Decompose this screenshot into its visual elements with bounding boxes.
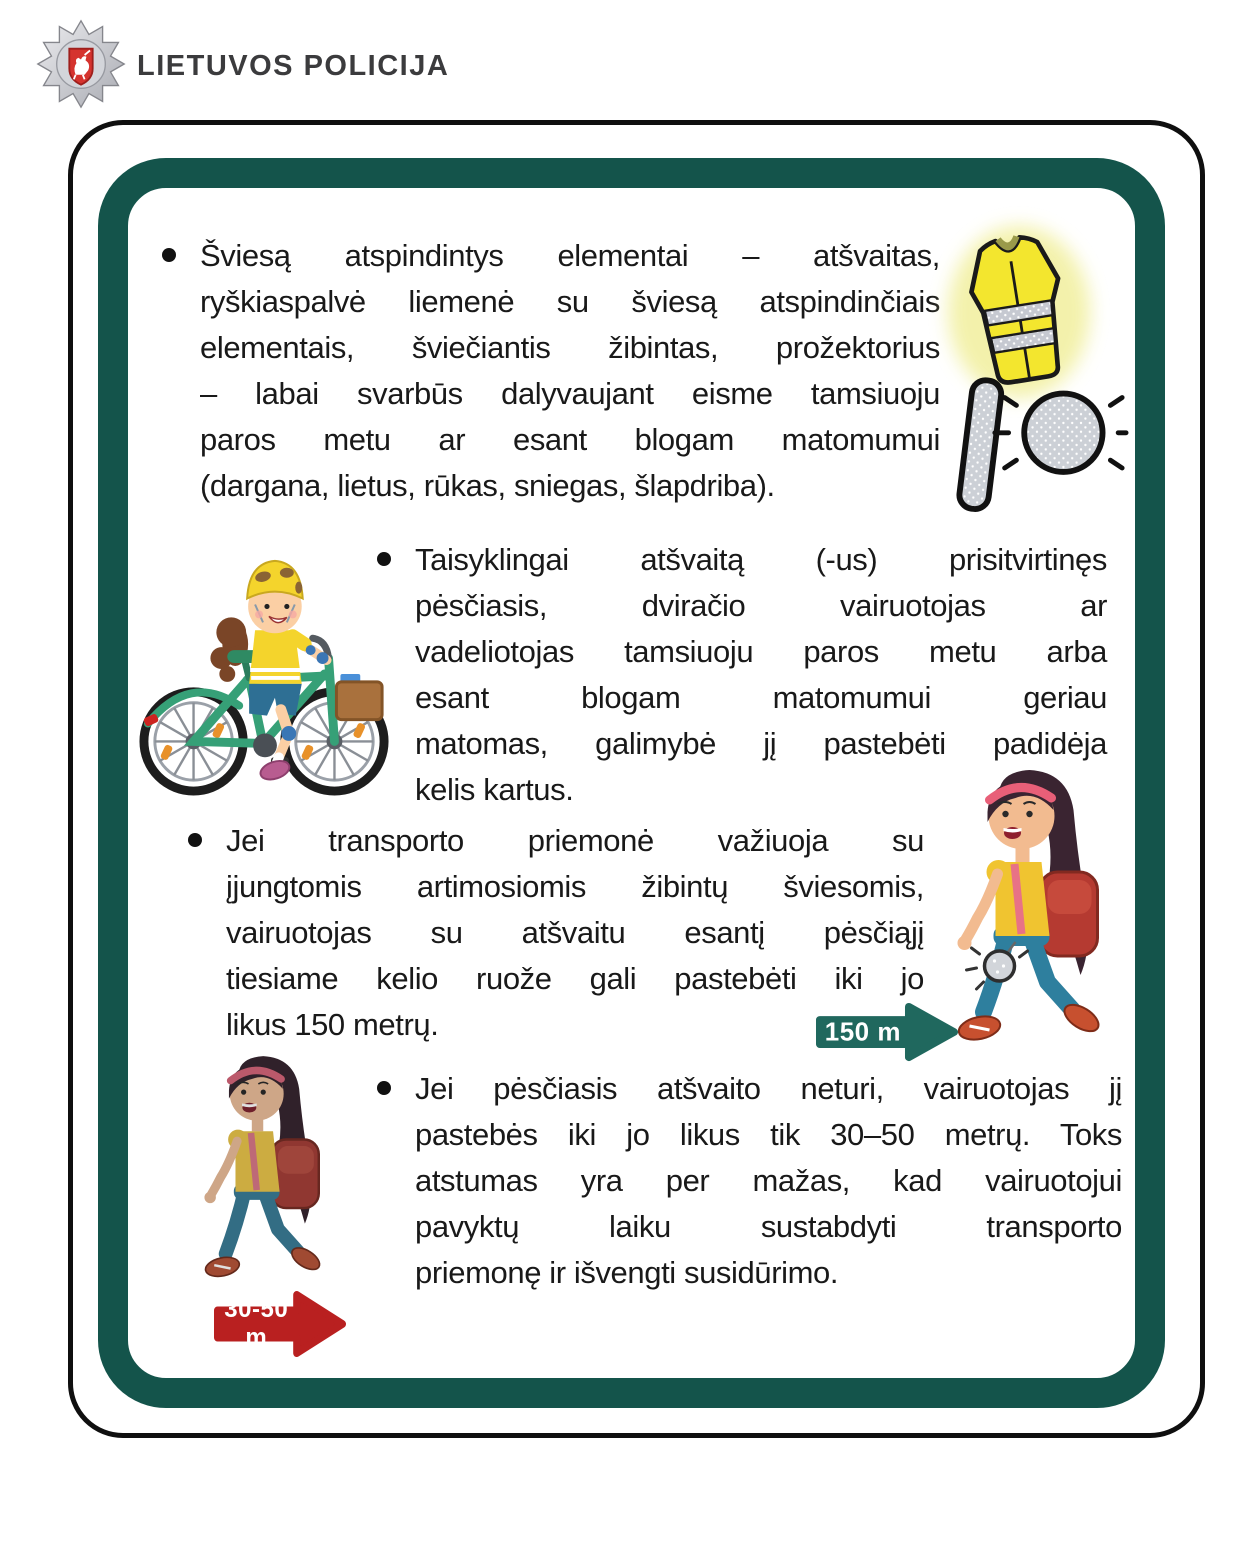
text-line: vadeliotojas tamsiuoju paros metu arba xyxy=(415,634,1107,669)
text-line: Taisyklingai atšvaitą (-us) prisitvirtinęs xyxy=(415,542,1107,577)
text-line: Jei transporto priemonė važiuoja su xyxy=(226,823,924,858)
reflector-strip-icon xyxy=(958,379,1003,511)
paragraph-text xyxy=(415,1066,1122,1296)
text-line: ryškiaspalvė liemenė su šviesą atspindinčiais xyxy=(200,284,940,319)
paragraph-no-reflector xyxy=(377,1066,1122,1296)
police-badge-icon xyxy=(36,16,126,112)
text-line: atstumas yra per mažas, kad vairuotojui xyxy=(415,1163,1122,1198)
bullet-point xyxy=(162,248,176,262)
text-line: likus 150 metrų. xyxy=(226,1007,439,1042)
distance-label-30-50m: 30-50 m xyxy=(224,1296,289,1351)
text-line: – labai svarbūs dalyvaujant eisme tamsiuoju xyxy=(200,376,940,411)
paragraph-reflective-elements xyxy=(162,233,940,509)
text-line: pėsčiasis, dviračio vairuotojas ar xyxy=(415,588,1107,623)
text-line: paros metu ar esant blogam matomumui xyxy=(200,422,940,457)
text-line: kelis kartus. xyxy=(415,772,574,807)
bullet-point xyxy=(377,1081,391,1095)
text-line: esant blogam matomumui geriau xyxy=(415,680,1107,715)
reflector-strip-and-disc-icon xyxy=(942,372,1128,519)
text-line: (dargana, lietus, rūkas, sniegas, šlapdriba). xyxy=(200,468,775,503)
distance-arrow-30-50m xyxy=(214,1290,346,1358)
distance-label-150m: 150 m xyxy=(824,1016,901,1047)
text-line: Jei pėsčiasis atšvaito neturi, vairuotojas jį xyxy=(415,1071,1122,1106)
text-line: tiesiame kelio ruože gali pastebėti iki jo xyxy=(226,961,924,996)
paragraph-150m-visibility xyxy=(188,818,924,1048)
round-reflector-icon xyxy=(1024,394,1102,472)
text-line: pavyktų laiku sustabdyti transporto xyxy=(415,1209,1122,1244)
text-line: pastebės iki jo likus tik 30–50 metrų. Toks xyxy=(415,1117,1122,1152)
text-line: matomas, galimybė jį pastebėti padidėja xyxy=(415,726,1107,761)
pedestrian-without-reflector-icon xyxy=(182,1048,360,1293)
text-line: elementais, šviečiantis žibintas, prožektorius xyxy=(200,330,940,365)
text-line: įjungtomis artimosiomis žibintų šviesomis, xyxy=(226,869,924,904)
text-line: vairuotojas su atšvaitu esantį pėsčiąjį xyxy=(226,915,924,950)
paragraph-text xyxy=(200,233,940,509)
cyclist-girl-icon xyxy=(136,532,394,804)
brand-name: LIETUVOS POLICIJA xyxy=(137,50,450,82)
text-line: priemonę ir išvengti susidūrimo. xyxy=(415,1255,839,1290)
text-line: Šviesą atspindintys elementai – atšvaitas, xyxy=(200,238,940,273)
pedestrian-with-reflector-icon xyxy=(930,760,1148,1060)
bullet-point xyxy=(188,833,202,847)
brand-header xyxy=(0,0,1250,120)
distance-arrow-150m xyxy=(816,1002,958,1062)
